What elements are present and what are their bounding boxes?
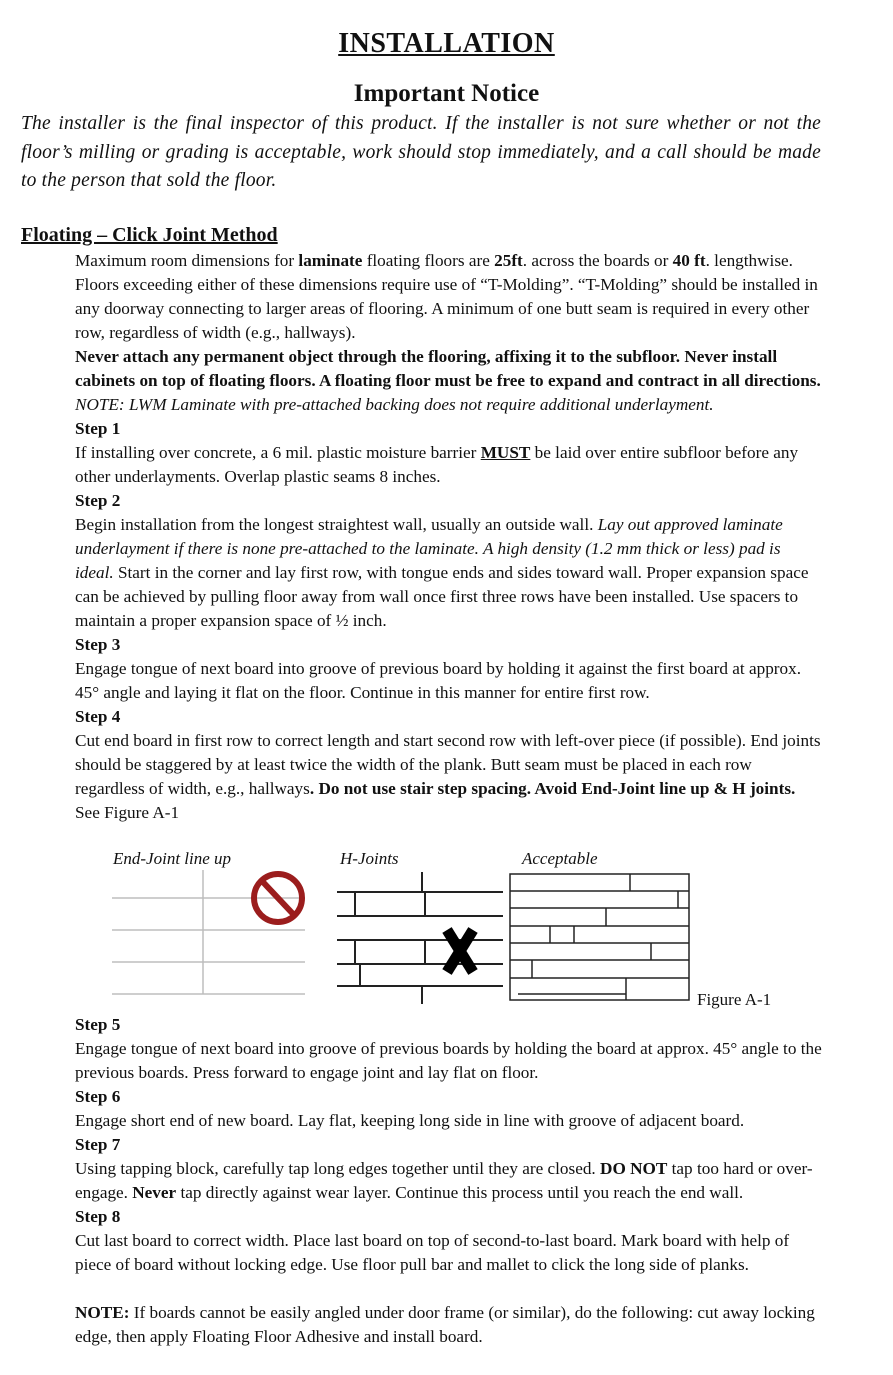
hjoints-diagram (335, 868, 505, 1008)
final-note-text: If boards cannot be easily angled under door frame (or similar), do the following: cut away locking edge, then apply Floating Floor Adhesive and install board. (75, 1303, 815, 1346)
step-3-title: Step 3 (75, 635, 121, 654)
step-text: If installing over concrete, a 6 mil. plastic moisture barrier (75, 443, 481, 462)
step-text: Cut end board in first row to correct length and start second row with left-over piece (if possible). End joints should be staggered by at least twice the width of the plank. Butt seam must be placed in each row regardless of width, e.g., hallways (75, 731, 821, 798)
step-5-title: Step 5 (75, 1015, 121, 1034)
step-4-title: Step 4 (75, 707, 121, 726)
endjoint-diagram (110, 868, 310, 1008)
instructions-bottom (75, 1013, 823, 1349)
step-1-text (75, 441, 823, 489)
step-text: Never (132, 1183, 177, 1202)
acceptable-diagram (508, 872, 692, 1004)
step-text: Lay out approved laminate underlayment if there is none pre-attached to the laminate. A high density (1.2 mm thick or less) pad is ideal. (75, 515, 783, 582)
note-underlayment (75, 393, 823, 417)
figure-label-hjoints: H-Joints (340, 849, 399, 868)
intro-text: 25ft (494, 251, 523, 270)
step-text: Using tapping block, carefully tap long edges together until they are closed. (75, 1159, 601, 1178)
step-2-text (75, 513, 823, 633)
final-note-label: NOTE: (75, 1303, 130, 1322)
step-7-text (75, 1157, 823, 1205)
step-text: DO NOT (600, 1159, 668, 1178)
note-label: NOTE: (75, 395, 125, 414)
notice-heading: Important Notice (353, 80, 540, 107)
intro-text: . across the boards or (522, 251, 673, 270)
intro-text: floating floors are (362, 251, 495, 270)
instructions-top (75, 249, 823, 825)
step-text: MUST (480, 443, 531, 462)
step-text: Begin installation from the longest straightest wall, usually an outside wall. (75, 515, 598, 534)
final-note (75, 1301, 823, 1349)
figure-caption: Figure A-1 (697, 990, 772, 1009)
step-4-text (75, 729, 823, 801)
step-3-text: Engage tongue of next board into groove of previous board by holding it against the first board at approx. 45° angle and laying it flat on the floor. Continue in this manner for entire first row. (75, 659, 801, 702)
step-text: be laid over entire subfloor before any other underlayments. Overlap plastic seams 8 inches. (75, 443, 799, 486)
intro-paragraph (75, 249, 823, 345)
step-1-title: Step 1 (75, 419, 121, 438)
step-text: tap too hard or over-engage. (75, 1159, 813, 1202)
step-6-title: Step 6 (75, 1087, 121, 1106)
step-7-title: Step 7 (75, 1135, 121, 1154)
intro-text: Maximum room dimensions for (75, 251, 299, 270)
step-8-title: Step 8 (75, 1207, 121, 1226)
intro-text: . lengthwise. Floors exceeding either of these dimensions require use of “T-Molding”. “T-Molding” should be installed in any doorway connecting to larger areas of flooring. A minimum of one butt seam is required in every other row, regardless of width (e.g., hallways). (75, 251, 818, 342)
step-5-text: Engage tongue of next board into groove of previous boards by holding the board at approx. 45° angle to the previous boards. Press forward to engage joint and lay flat on floor. (75, 1039, 822, 1082)
step-6-text: Engage short end of new board. Lay flat, keeping long side in line with groove of adjacent board. (75, 1111, 745, 1130)
x-mark-icon (447, 930, 473, 972)
intro-text: laminate (298, 251, 363, 270)
step-text: . Do not use stair step spacing. Avoid End-Joint line up & H joints. (309, 779, 796, 798)
page-title: INSTALLATION (338, 28, 555, 59)
figure-label-endjoint: End-Joint line up (113, 849, 232, 868)
notice-text: The installer is the final inspector of this product. If the installer is not sure whether or not the floor’s milling or grading is acceptable, work should stop immediately, and a call should be made to the person that sold the floor. (21, 113, 821, 191)
figure-label-acceptable: Acceptable (522, 849, 598, 868)
step-2-title: Step 2 (75, 491, 121, 510)
step-4-figure-ref: See Figure A-1 (75, 803, 180, 822)
step-8-text: Cut last board to correct width. Place last board on top of second-to-last board. Mark board with help of piece of board without locking edge. Use floor pull bar and mallet to click the long side of planks. (75, 1231, 790, 1274)
note-text: LWM Laminate with pre-attached backing does not require additional underlayment. (124, 395, 714, 414)
step-text: Start in the corner and lay first row, with tongue ends and sides toward wall. Proper expansion space can be achieved by pulling floor away from wall once first three rows have been installed. Use spacers to maintain a proper expansion space of ½ inch. (75, 563, 809, 630)
warning-paragraph: Never attach any permanent object through the flooring, affixing it to the subfloor. Never install cabinets on top of floating floors. A floating floor must be free to expand and contract in all directions. (75, 347, 821, 390)
section-heading: Floating – Click Joint Method (21, 224, 278, 246)
step-text: tap directly against wear layer. Continue this process until you reach the end wall. (176, 1183, 744, 1202)
intro-text: 40 ft (672, 251, 706, 270)
